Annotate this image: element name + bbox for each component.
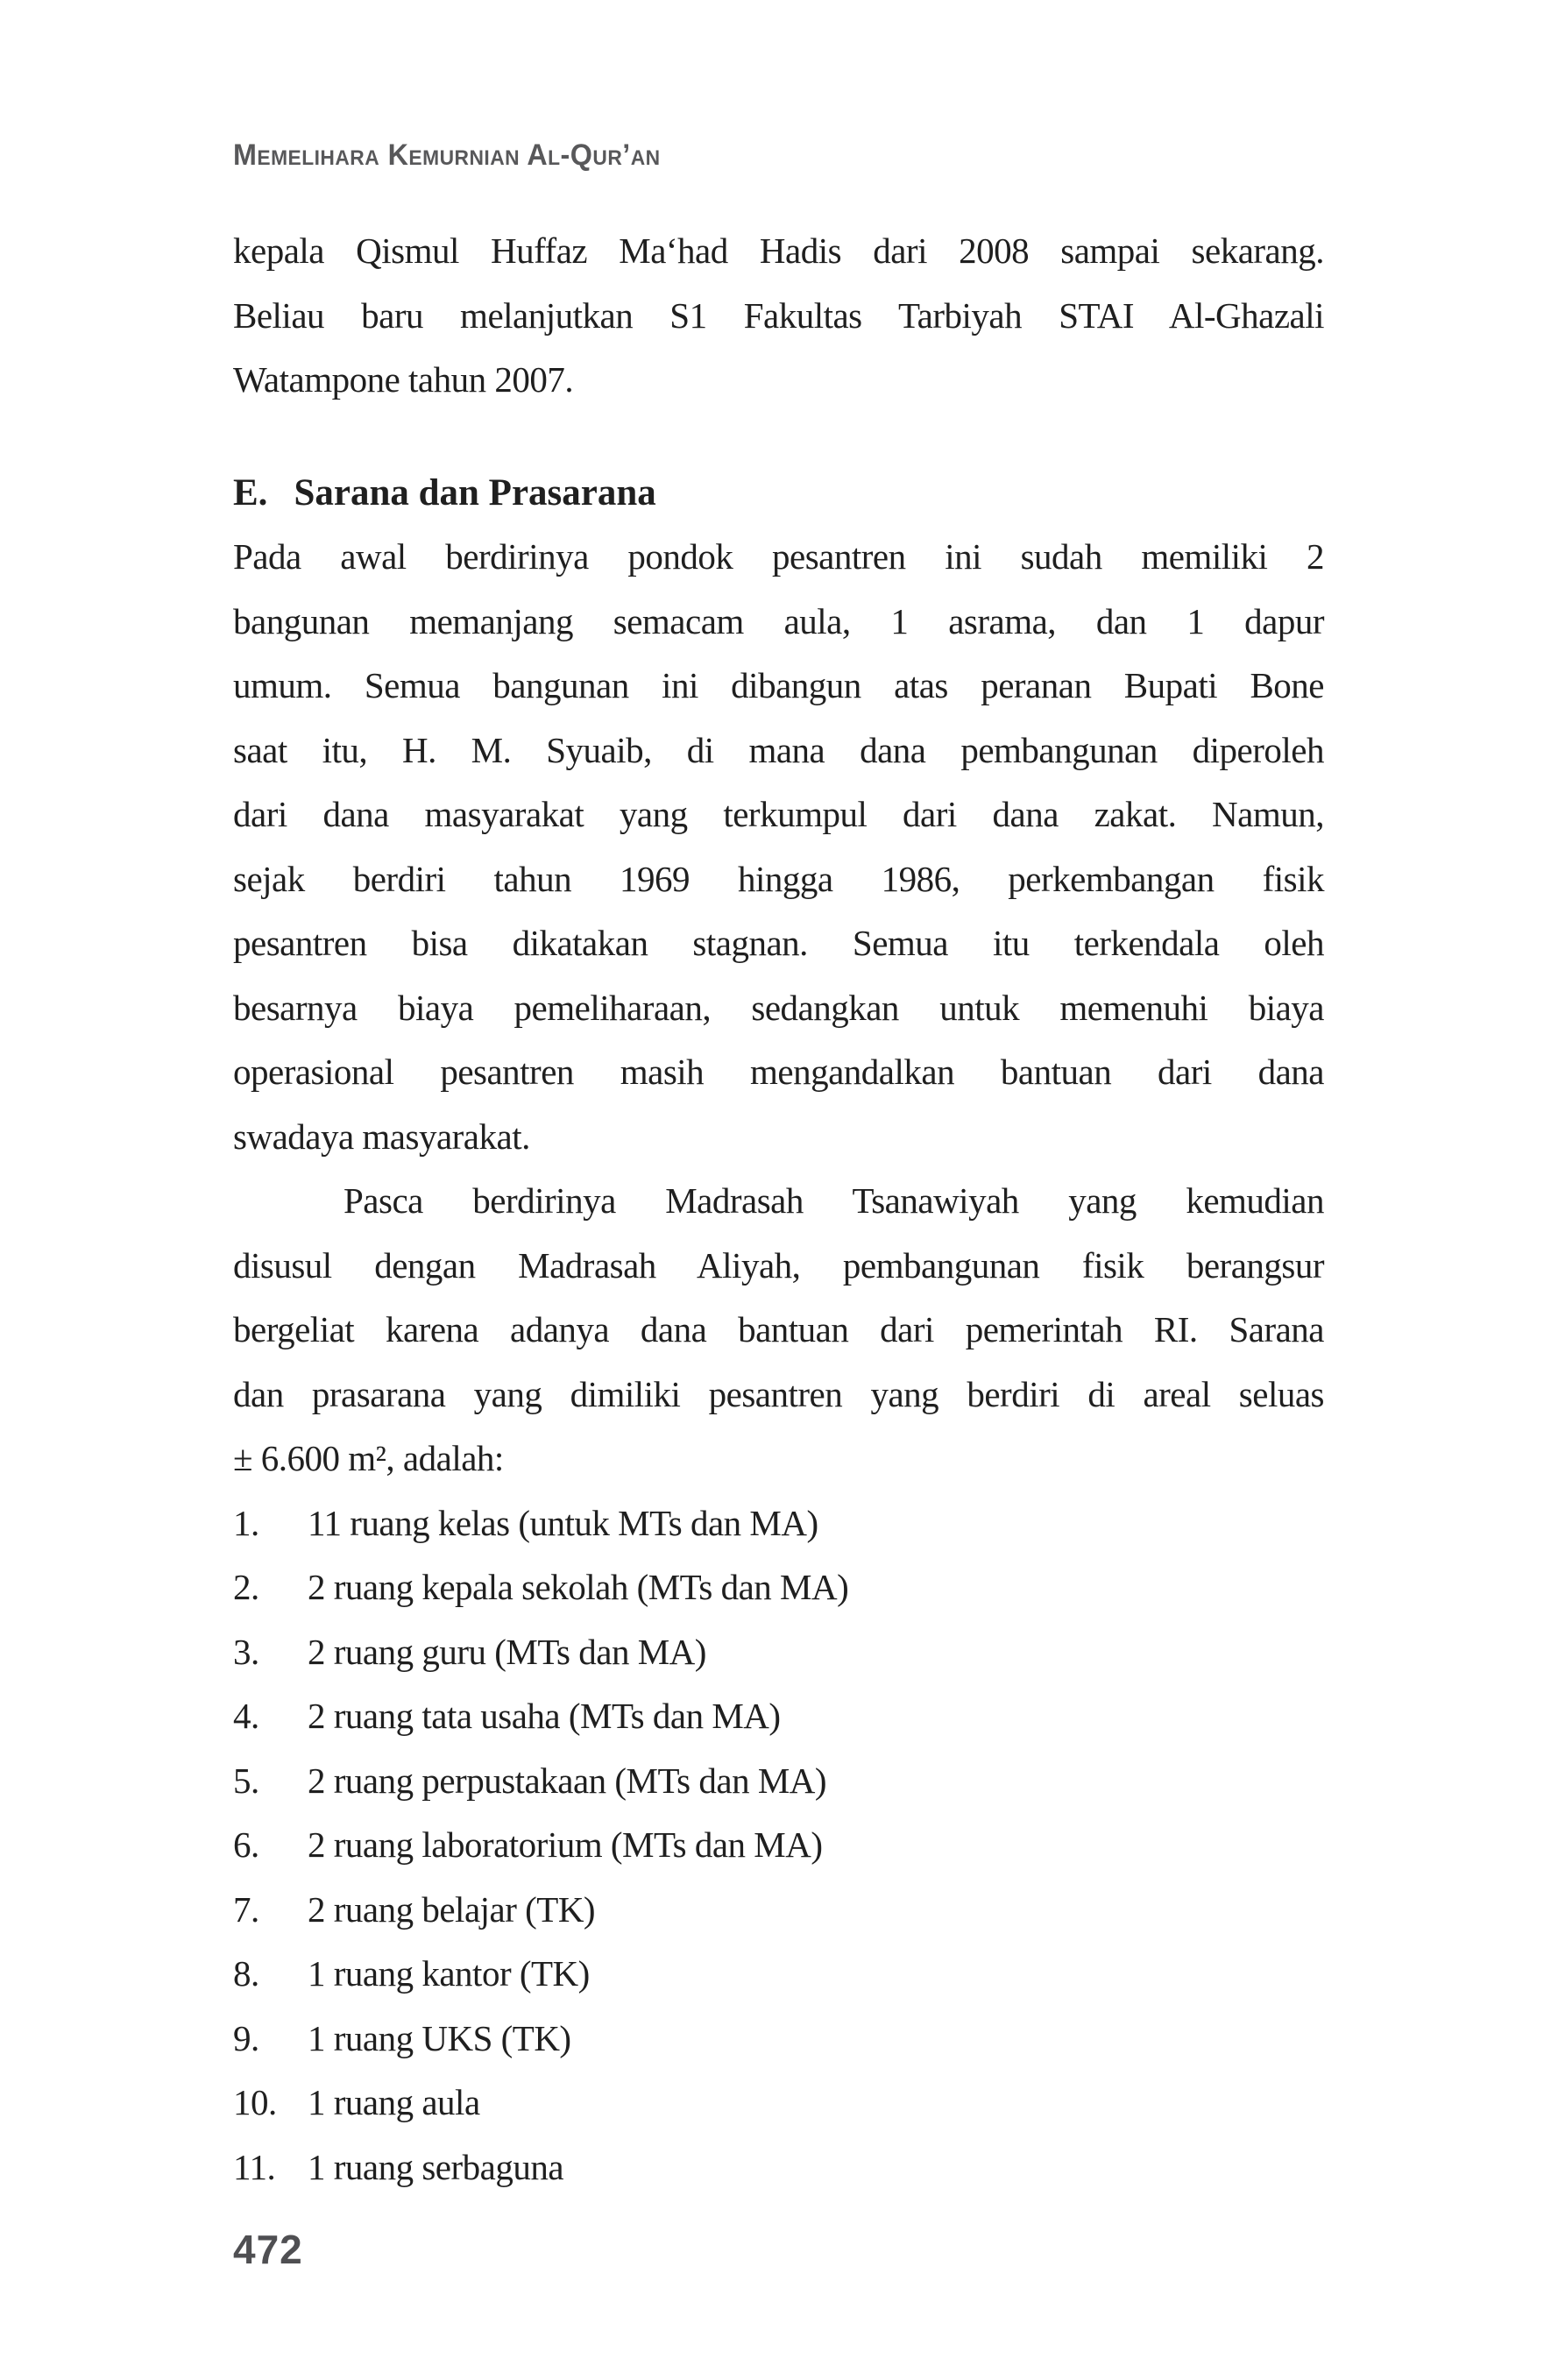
- text-line: Beliau baru melanjutkan S1 Fakultas Tarbiyah STAI Al-Ghazali: [233, 294, 1324, 336]
- text-line: bergeliat karena adanya dana bantuan dari pemerintah RI. Sarana: [233, 1309, 1324, 1349]
- list-text: 1 ruang serbaguna: [308, 2146, 564, 2187]
- list-number: 7.: [233, 1888, 259, 1930]
- list-item: [233, 1749, 1324, 1814]
- section-heading-title: Sarana dan Prasarana: [294, 471, 656, 514]
- list-item: [233, 1620, 1324, 1685]
- facility-list: [233, 1491, 1324, 2200]
- intro-paragraph: [233, 219, 1324, 413]
- text-line: bangunan memanjang semacam aula, 1 asrama, dan 1 dapur: [233, 600, 1324, 641]
- text-line: Pada awal berdirinya pondok pesantren ini sudah memiliki 2: [233, 536, 1324, 577]
- text-line: dan prasarana yang dimiliki pesantren yang berdiri di areal seluas: [233, 1373, 1324, 1414]
- list-text: 1 ruang UKS (TK): [308, 2017, 571, 2058]
- list-item: [233, 2071, 1324, 2136]
- list-text: 1 ruang aula: [308, 2082, 480, 2122]
- text-line: saat itu, H. M. Syuaib, di mana dana pembangunan diperoleh: [233, 729, 1324, 770]
- list-text: 2 ruang laboratorium (MTs dan MA): [308, 1824, 823, 1865]
- text-line: operasional pesantren masih mengandalkan bantuan dari dana: [233, 1052, 1324, 1092]
- list-number: 2.: [233, 1567, 259, 1607]
- text-line: pesantren bisa dikatakan stagnan. Semua itu terkendala oleh: [233, 923, 1324, 963]
- list-item: [233, 1813, 1324, 1878]
- text-line: disusul dengan Madrasah Aliyah, pembangunan fisik berangsur: [233, 1244, 1324, 1286]
- list-item: [233, 2136, 1324, 2200]
- list-number: 11.: [233, 2146, 276, 2187]
- list-text: 11 ruang kelas (untuk MTs dan MA): [308, 1502, 818, 1543]
- list-item: [233, 1684, 1324, 1749]
- list-item: [233, 1942, 1324, 2007]
- paragraph-sarana: [233, 525, 1324, 1169]
- section-heading: [233, 461, 1324, 526]
- list-text: 2 ruang belajar (TK): [308, 1888, 596, 1930]
- list-number: 9.: [233, 2017, 259, 2058]
- text-line: dari dana masyarakat yang terkumpul dari dana zakat. Namun,: [233, 794, 1324, 834]
- paragraph-pasca: [233, 1169, 1324, 1491]
- list-item: [233, 1878, 1324, 1943]
- list-item: [233, 1491, 1324, 1556]
- section-heading-number: E.: [233, 471, 268, 514]
- list-text: 2 ruang kepala sekolah (MTs dan MA): [308, 1567, 849, 1607]
- list-text: 1 ruang kantor (TK): [308, 1953, 590, 1994]
- page-content: [233, 219, 1324, 2199]
- text-line: sejak berdiri tahun 1969 hingga 1986, perkembangan fisik: [233, 858, 1324, 899]
- list-number: 6.: [233, 1824, 259, 1865]
- text-line: ± 6.600 m², adalah:: [233, 1438, 504, 1478]
- list-number: 8.: [233, 1953, 259, 1994]
- list-text: 2 ruang perpustakaan (MTs dan MA): [308, 1760, 827, 1801]
- text-line: swadaya masyarakat.: [233, 1116, 530, 1157]
- text-line: kepala Qismul Huffaz Ma‘had Hadis dari 2008 sampai sekarang.: [233, 230, 1324, 271]
- list-number: 3.: [233, 1631, 259, 1672]
- text-line: Watampone tahun 2007.: [233, 359, 574, 400]
- list-number: 1.: [233, 1502, 259, 1543]
- list-text: 2 ruang guru (MTs dan MA): [308, 1631, 706, 1672]
- list-number: 4.: [233, 1696, 259, 1736]
- running-header-title: Memelihara Kemurnian Al-Qur’an: [233, 138, 661, 172]
- list-item: [233, 1555, 1324, 1620]
- text-line: besarnya biaya pemeliharaan, sedangkan untuk memenuhi biaya: [233, 987, 1324, 1028]
- list-number: 5.: [233, 1760, 259, 1801]
- page-number: 472: [233, 2227, 303, 2272]
- text-line: umum. Semua bangunan ini dibangun atas peranan Bupati Bone: [233, 665, 1324, 705]
- list-number: 10.: [233, 2082, 277, 2122]
- list-item: [233, 2007, 1324, 2072]
- list-text: 2 ruang tata usaha (MTs dan MA): [308, 1696, 781, 1736]
- text-line: Pasca berdirinya Madrasah Tsanawiyah yang kemudian: [343, 1180, 1324, 1221]
